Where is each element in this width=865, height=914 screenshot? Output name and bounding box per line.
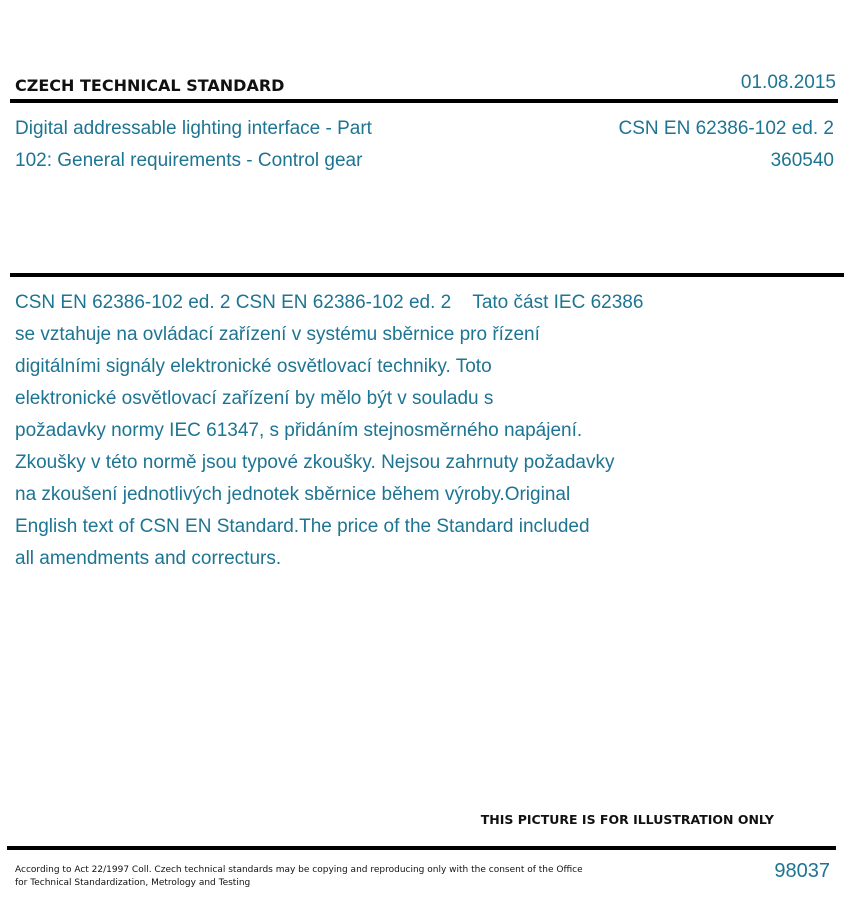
- description-line: se vztahuje na ovládací zařízení v systému sběrnice pro řízení: [15, 324, 540, 345]
- document-title-line: 102: General requirements - Control gear: [15, 150, 363, 171]
- catalog-number: 360540: [770, 150, 834, 171]
- description-line: Zkoušky v této normě jsou typové zkoušky. Nejsou zahrnuty požadavky: [15, 452, 615, 473]
- description-line: požadavky normy IEC 61347, s přidáním stejnosměrného napájení.: [15, 420, 583, 441]
- legal-note: [15, 864, 595, 890]
- document-title: [15, 113, 455, 177]
- description-line: na zkoušení jednotlivých jednotek sběrnice během výroby.Original: [15, 484, 571, 505]
- standard-code: CSN EN 62386-102 ed. 2: [618, 118, 834, 139]
- document-title-line: Digital addressable lighting interface - Part: [15, 118, 372, 139]
- document-code-block: [619, 113, 834, 177]
- middle-divider: [10, 273, 844, 277]
- description-line: digitálními signály elektronické osvětlovací techniky. Toto: [15, 356, 492, 377]
- description-text: [15, 287, 745, 575]
- description-line: English text of CSN EN Standard.The price of the Standard included: [15, 516, 590, 537]
- publication-date: 01.08.2015: [740, 72, 836, 93]
- standard-header-title: CZECH TECHNICAL STANDARD: [15, 76, 285, 95]
- legal-note-line: for Technical Standardization, Metrology and Testing: [15, 878, 251, 888]
- top-divider: [10, 99, 838, 103]
- footer-number: 98037: [774, 860, 830, 882]
- legal-note-line: According to Act 22/1997 Coll. Czech technical standards may be copying and reproducing only with the consent of the Office: [15, 865, 583, 875]
- description-line: elektronické osvětlovací zařízení by mělo být v souladu s: [15, 388, 494, 409]
- description-line: CSN EN 62386-102 ed. 2 CSN EN 62386-102 ed. 2 Tato část IEC 62386: [15, 292, 644, 313]
- description-line: all amendments and correcturs.: [15, 548, 282, 569]
- illustration-disclaimer: THIS PICTURE IS FOR ILLUSTRATION ONLY: [480, 812, 774, 827]
- bottom-divider: [7, 846, 836, 850]
